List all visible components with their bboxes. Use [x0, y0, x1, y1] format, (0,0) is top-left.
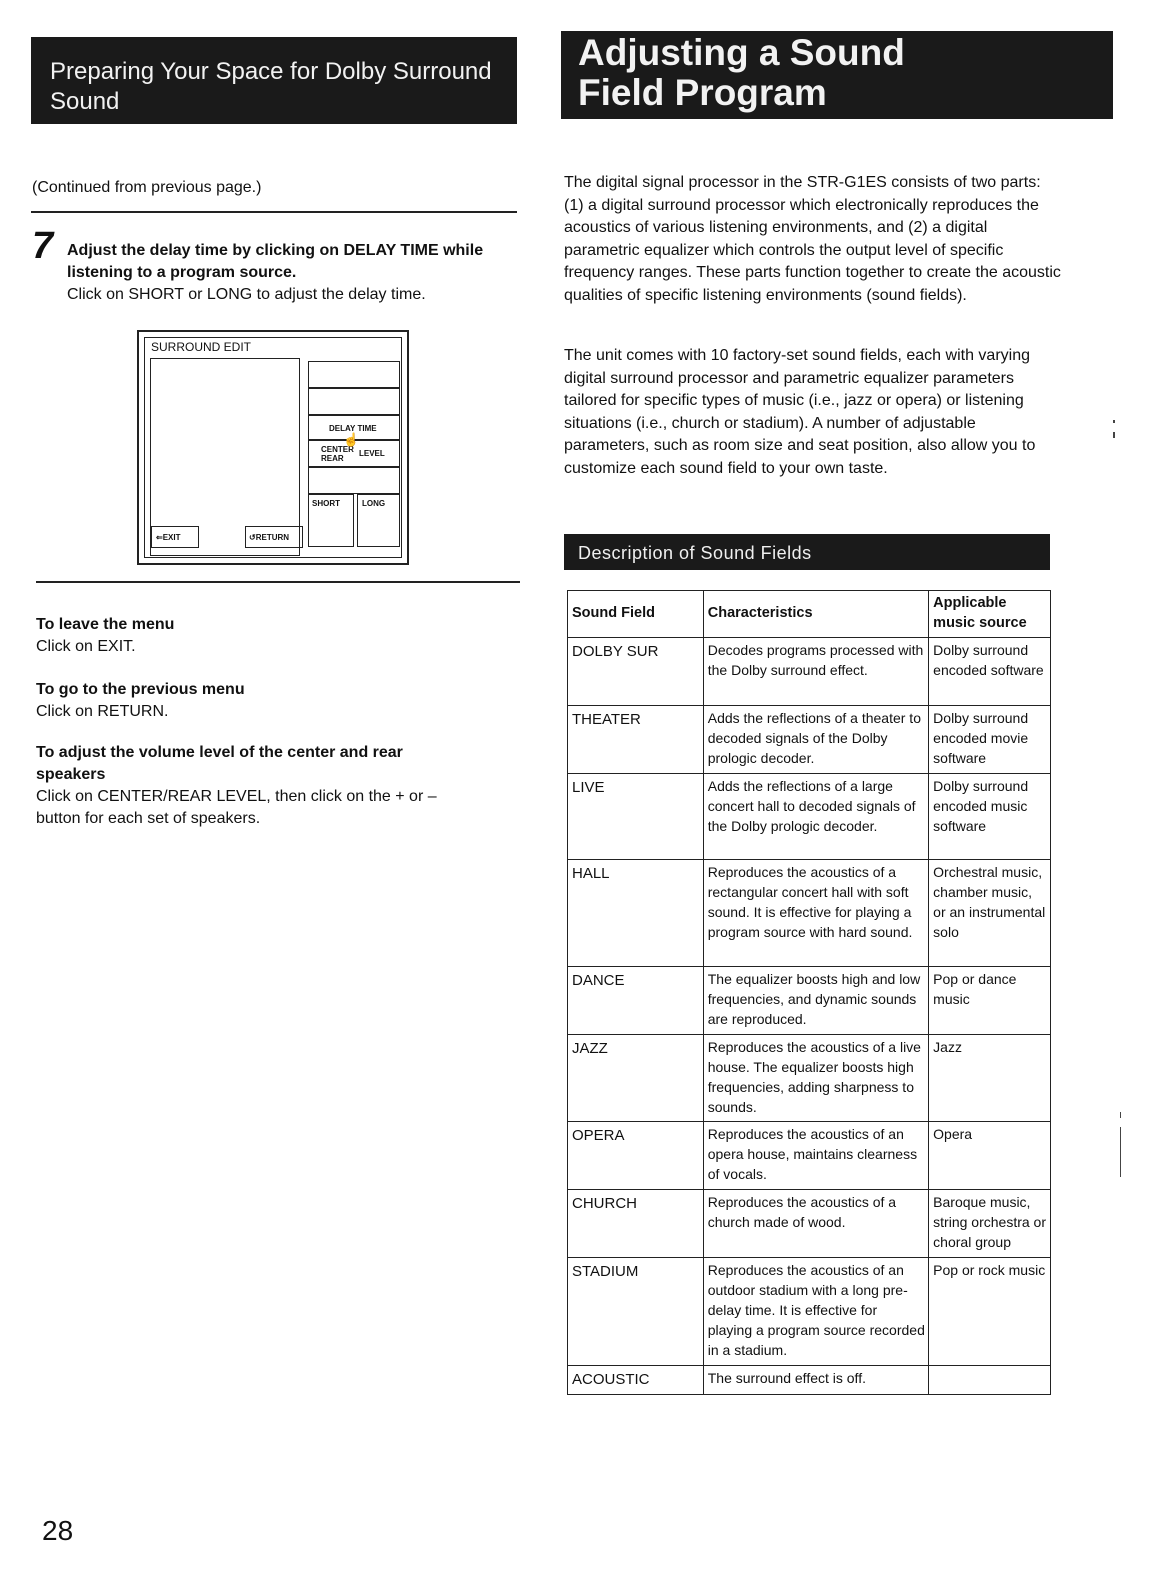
sound-field-name: HALL — [568, 860, 704, 967]
sound-field-source — [929, 1366, 1051, 1395]
continued-note: (Continued from previous page.) — [32, 179, 262, 196]
sound-field-characteristics: Adds the reflections of a large concert hall to decoded signals of the Dolby prologic decoder. — [703, 774, 928, 860]
sound-field-characteristics: Reproduces the acoustics of an opera house, maintains clearness of vocals. — [703, 1122, 928, 1190]
sound-field-source: Dolby surround encoded movie software — [929, 706, 1051, 774]
sound-field-name: OPERA — [568, 1122, 704, 1190]
sound-field-source: Pop or rock music — [929, 1258, 1051, 1366]
sound-field-name: JAZZ — [568, 1035, 704, 1122]
sound-field-characteristics: Reproduces the acoustics of a church made of wood. — [703, 1190, 928, 1258]
subsection-banner — [564, 534, 1050, 570]
hand-pointer-icon: ☝ — [343, 432, 360, 447]
column-header: Characteristics — [703, 591, 928, 638]
scan-speck — [1113, 420, 1115, 423]
menu-slot[interactable] — [308, 361, 400, 388]
table-row — [568, 638, 1051, 706]
column-header: Applicable music source — [929, 591, 1051, 638]
sound-field-source: Opera — [929, 1122, 1051, 1190]
menu-frame — [144, 337, 402, 558]
sound-field-characteristics: Adds the reflections of a theater to decoded signals of the Dolby prologic decoder. — [703, 706, 928, 774]
sound-field-table — [567, 590, 1051, 1395]
hint-leave-menu — [36, 614, 506, 658]
long-label: LONG — [362, 499, 386, 508]
column-header: Sound Field — [568, 591, 704, 638]
sound-field-characteristics: The equalizer boosts high and low frequencies, and dynamic sounds are reproduced. — [703, 967, 928, 1035]
sound-field-source: Dolby surround encoded music software — [929, 774, 1051, 860]
center-rear-level-button[interactable] — [308, 432, 400, 467]
scan-speck — [1120, 1127, 1121, 1177]
section-title: Adjusting a Sound Field Program — [578, 32, 905, 113]
sound-fields-paragraph: The unit comes with 10 factory-set sound fields, each with varying digital surround processor and parametric equalizer parameters tailored for specific types of music (i.e., jazz or opera) or listening situations (i.e., church or stadium). A number of adjustable parameters, such as room size and seat position, also allow you to customize each sound field to your own taste. — [564, 347, 1036, 477]
section-title: Preparing Your Space for Dolby Surround Sound — [50, 58, 492, 115]
sound-field-name: CHURCH — [568, 1190, 704, 1258]
section-banner-dolby — [31, 37, 517, 124]
hint-text: Click on RETURN. — [36, 703, 169, 720]
hint-previous-menu — [36, 679, 506, 723]
table-row — [568, 860, 1051, 967]
sound-field-name: STADIUM — [568, 1258, 704, 1366]
scan-speck — [1120, 1112, 1121, 1118]
long-button[interactable] — [357, 494, 400, 547]
step-number: 7 — [32, 225, 54, 267]
divider — [36, 581, 520, 583]
sound-field-name: DOLBY SUR — [568, 638, 704, 706]
section-banner-sound-field — [561, 31, 1113, 119]
delay-time-label: DELAY TIME — [329, 424, 377, 433]
sound-field-source: Pop or dance music — [929, 967, 1051, 1035]
hint-heading: To go to the previous menu — [36, 681, 245, 698]
subsection-title: Description of Sound Fields — [578, 543, 812, 563]
table-row — [568, 706, 1051, 774]
intro-paragraph: The digital signal processor in the STR-G1ES consists of two parts: (1) a digital surround processor which electronically reproduces the acoustics of various listening environments, and (2) a digital parametric equalizer which controls the output level of specific frequency ranges. These parts function together to create the acoustic qualities of specific listening environments (sound fields). — [564, 174, 1061, 304]
exit-label: ⇐EXIT — [156, 533, 181, 542]
sound-field-name: THEATER — [568, 706, 704, 774]
menu-title: SURROUND EDIT — [151, 340, 252, 354]
table-header-row — [568, 591, 1051, 638]
step-instruction: Adjust the delay time by clicking on DELAY TIME while listening to a program source. — [67, 242, 484, 281]
center-rear-label: CENTER REAR — [321, 445, 354, 463]
page-number: 28 — [42, 1515, 74, 1546]
divider — [31, 211, 517, 213]
table-row — [568, 1190, 1051, 1258]
menu-slot[interactable] — [308, 388, 400, 415]
table-row — [568, 1366, 1051, 1395]
menu-slot[interactable] — [308, 467, 400, 494]
exit-button[interactable] — [151, 526, 199, 548]
sound-field-characteristics: Reproduces the acoustics of an outdoor stadium with a long pre-delay time. It is effective for playing a program source recorded in a stadium. — [703, 1258, 928, 1366]
sound-field-name: ACOUSTIC — [568, 1366, 704, 1395]
sound-field-characteristics: Reproduces the acoustics of a rectangular concert hall with soft sound. It is effective for playing a program source with hard sound. — [703, 860, 928, 967]
short-label: SHORT — [312, 499, 340, 508]
sound-field-characteristics: Decodes programs processed with the Dolby surround effect. — [703, 638, 928, 706]
sound-field-source: Dolby surround encoded software — [929, 638, 1051, 706]
sound-field-source: Jazz — [929, 1035, 1051, 1122]
sound-field-name: LIVE — [568, 774, 704, 860]
hint-heading: To leave the menu — [36, 616, 175, 633]
return-label: ↺RETURN — [249, 533, 290, 542]
sound-field-name: DANCE — [568, 967, 704, 1035]
hint-text: Click on EXIT. — [36, 638, 136, 655]
hint-heading: To adjust the volume level of the center and rear speakers — [36, 744, 403, 783]
level-label: LEVEL — [359, 449, 385, 458]
sound-field-characteristics: Reproduces the acoustics of a live house. The equalizer boosts high frequencies, adding sharpness to sounds. — [703, 1035, 928, 1122]
table-row — [568, 774, 1051, 860]
step-detail: Click on SHORT or LONG to adjust the delay time. — [67, 286, 426, 303]
step-text — [67, 240, 507, 306]
surround-edit-menu-illustration — [137, 330, 409, 565]
table-row — [568, 1122, 1051, 1190]
hint-text: Click on CENTER/REAR LEVEL, then click on the + or – button for each set of speakers. — [36, 788, 437, 827]
hint-center-rear-volume — [36, 742, 476, 830]
sound-field-source: Orchestral music, chamber music, or an instrumental solo — [929, 860, 1051, 967]
scan-speck — [1113, 432, 1115, 438]
table-row — [568, 1258, 1051, 1366]
table-row — [568, 1035, 1051, 1122]
sound-field-characteristics: The surround effect is off. — [703, 1366, 928, 1395]
table-row — [568, 967, 1051, 1035]
sound-field-source: Baroque music, string orchestra or choral group — [929, 1190, 1051, 1258]
return-button[interactable] — [245, 526, 303, 548]
short-button[interactable] — [308, 494, 354, 547]
